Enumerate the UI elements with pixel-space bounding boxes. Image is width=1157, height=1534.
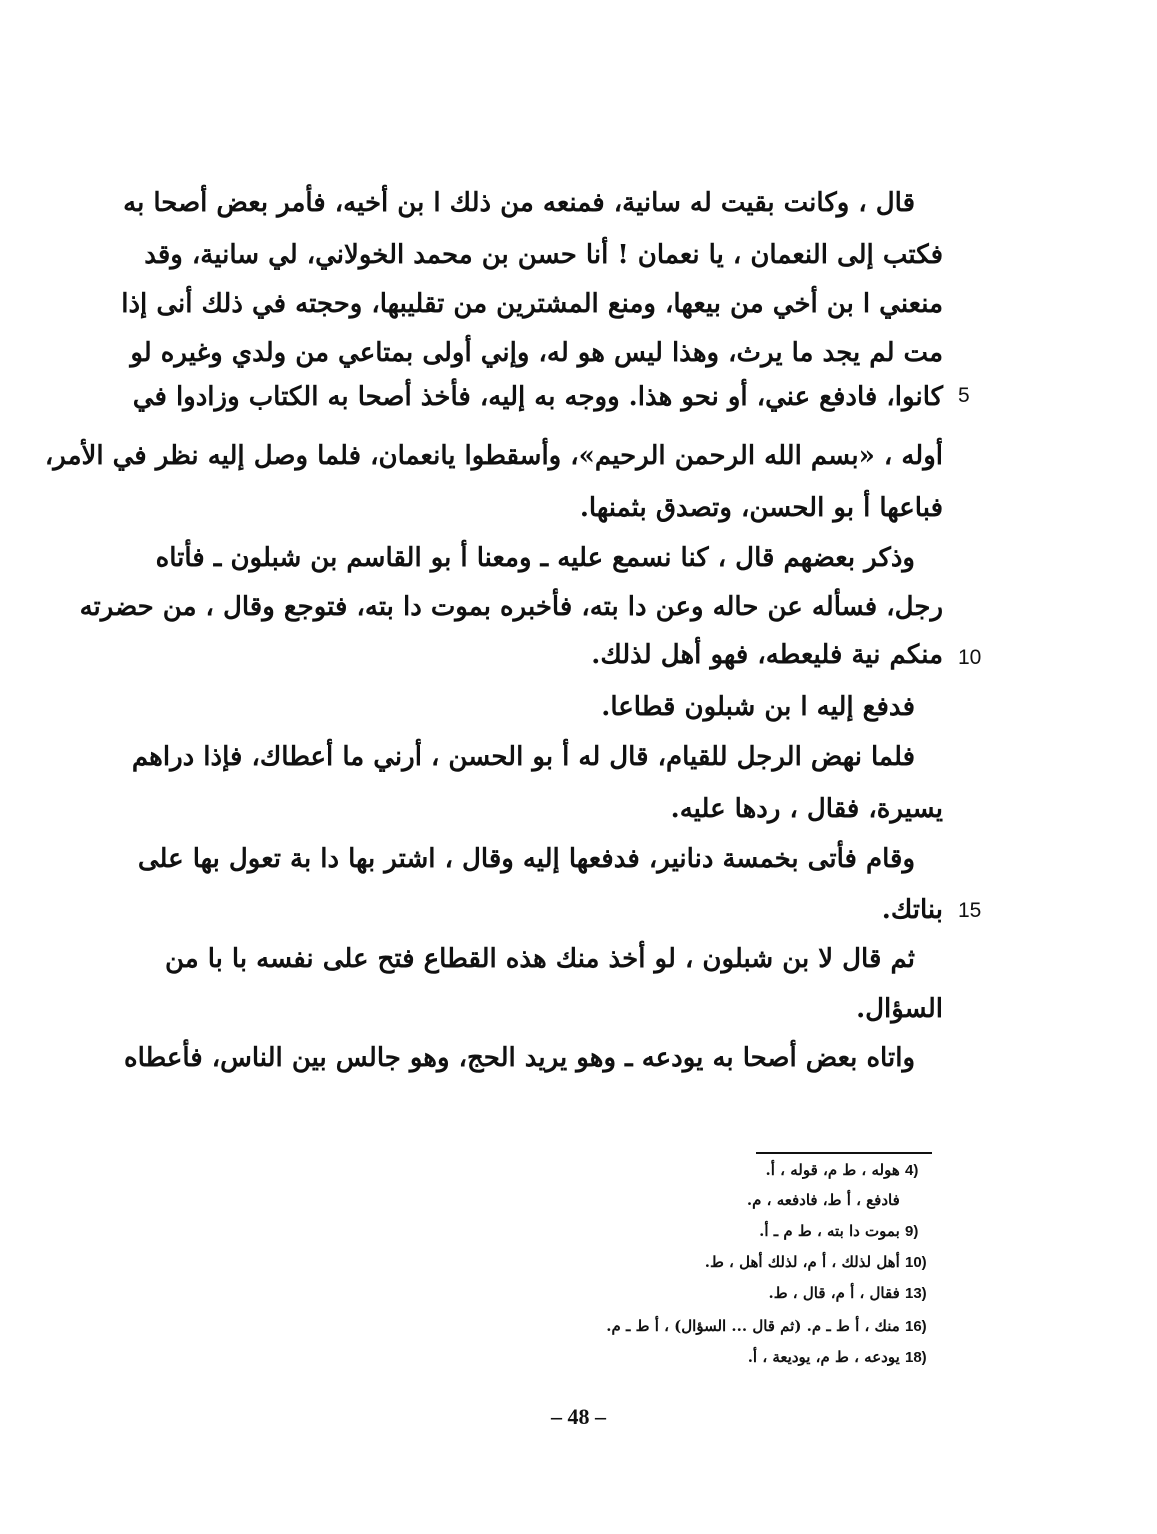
text-line: فدفع إليه ا بن شبلون قطاعا. [601,692,915,722]
text-line: منعني ا بن أخي من بيعها، ومنع المشترين من تقليبها، وحجته في ذلك أنى إذا [121,289,943,319]
text-line: أوله ، «بسم الله الرحمن الرحيم»، وأسقطوا يانعمان، فلما وصل إليه نظر في الأمر، [44,441,943,471]
footnote-text: فقال ، أ م، قال ، ط. [768,1284,900,1302]
text-line: مت لم يجد ما يرث، وهذا ليس هو له، وإني أولى بمتاعي من ولدي وغيره لو [130,338,943,368]
text-line: كانوا، فادفع عني، أو نحو هذا. ووجه به إليه، فأخذ أصحا به الكتاب وزادوا في [132,382,943,412]
text-line: ثم قال لا بن شبلون ، لو أخذ منك هذه القطاع فتح على نفسه با با من [164,944,915,974]
footnote [747,1190,933,1210]
footnote-number: 9) [905,1223,919,1240]
footnote [766,1160,933,1181]
footnote-text: منك ، أ ط ـ م. (ثم قال ... السؤال) ، أ ط ـ م. [606,1317,900,1335]
footnote [759,1221,933,1242]
footnote [748,1347,933,1368]
line-number: 15 [958,899,982,922]
text-line: فباعها أ بو الحسن، وتصدق بثمنها. [579,493,943,523]
footnote-text: فادفع ، أ ط، فادفعه ، م. [746,1191,900,1209]
page-number: – 48 – [551,1404,606,1429]
footnote-divider [756,1152,932,1154]
footnote-text: بموت دا بته ، ط م ـ أ. [759,1222,900,1240]
text-line: بناتك. [881,895,943,925]
footnote-number: 16) [905,1318,927,1335]
text-line: منكم نية فليعطه، فهو أهل لذلك. [591,640,943,670]
footnote [768,1283,933,1304]
footnote-text: أهل لذلك ، أ م، لذلك أهل ، ط. [704,1253,900,1271]
text-line: فكتب إلى النعمان ، يا نعمان ! أنا حسن بن محمد الخولاني، لي سانية، وقد [144,240,943,270]
text-line: وقام فأتى بخمسة دنانير، فدفعها إليه وقال ، اشتر بها دا بة تعول بها على [137,844,915,874]
text-line: فلما نهض الرجل للقيام، قال له أ بو الحسن ، أرني ما أعطاك، فإذا دراهم [131,742,915,772]
footnote-text: يودعه ، ط م، يوديعة ، أ. [747,1348,900,1366]
text-line: قال ، وكانت بقيت له سانية، فمنعه من ذلك ا بن أخيه، فأمر بعض أصحا به [123,188,915,218]
footnote [606,1316,933,1337]
footnote-text: هوله ، ط م، قوله ، أ. [765,1161,900,1179]
footnote-number: 18) [905,1349,927,1366]
footnote-number: 13) [905,1285,927,1302]
text-line: واتاه بعض أصحا به يودعه ـ وهو يريد الحج، وهو جالس بين الناس، فأعطاه [123,1043,915,1073]
text-line: وذكر بعضهم قال ، كنا نسمع عليه ـ ومعنا أ بو القاسم بن شبلون ـ فأتاه [155,543,915,573]
text-line: يسيرة، فقال ، ردها عليه. [670,794,943,824]
line-number: 5 [958,384,970,407]
text-line: السؤال. [856,994,943,1024]
footnote-number: 10) [905,1254,927,1271]
footnote-number: 4) [905,1162,919,1179]
footnote [705,1252,933,1273]
text-line: رجل، فسأله عن حاله وعن دا بته، فأخبره بموت دا بته، فتوجع وقال ، من حضرته [79,592,943,622]
line-number: 10 [958,646,982,669]
